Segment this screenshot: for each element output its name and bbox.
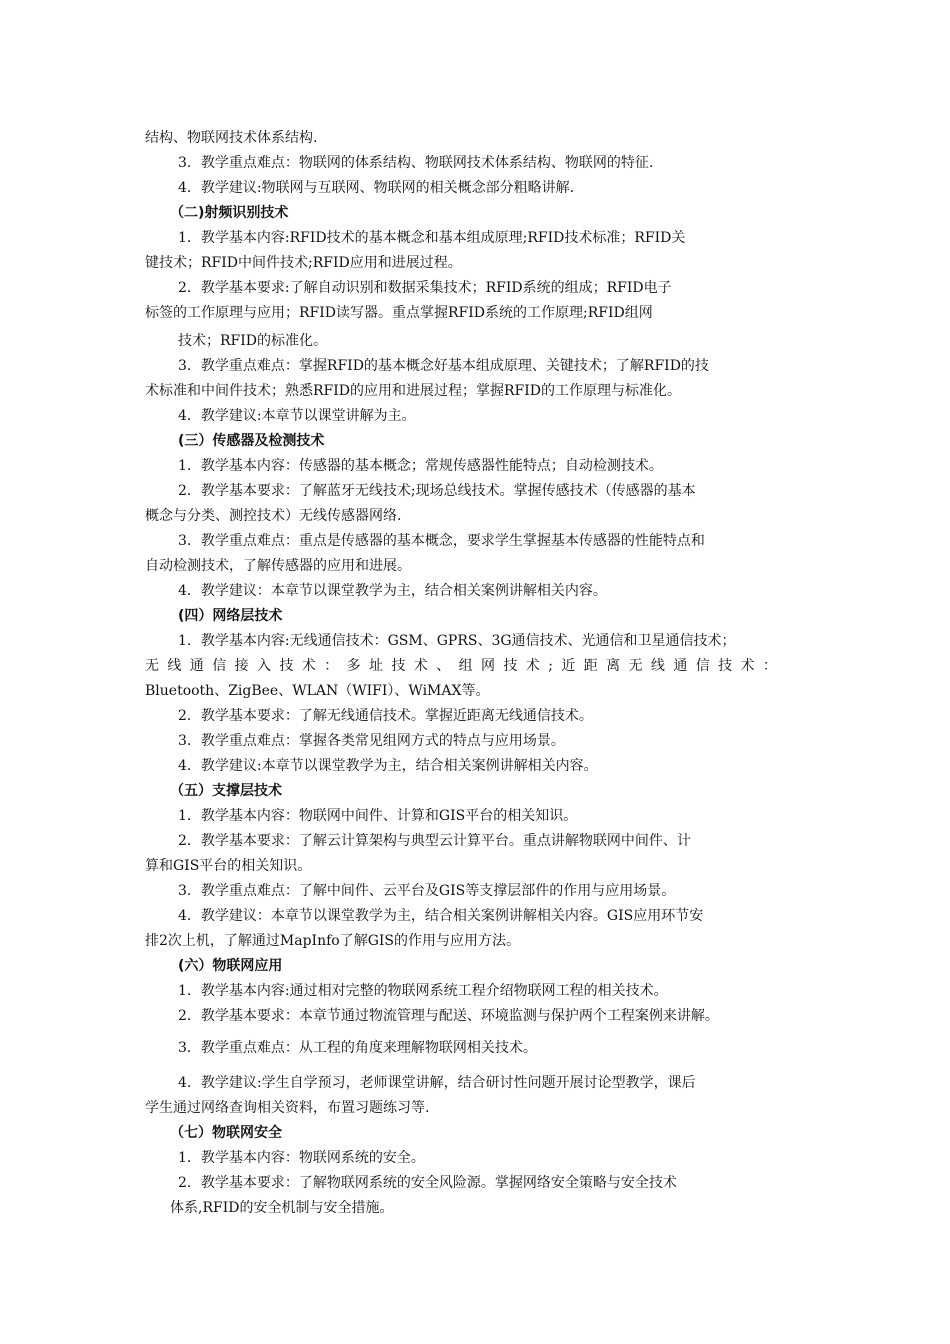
paragraph-line: 3．教学重点难点：掌握RFID的基本概念好基本组成原理、关键技术；了解RFID的技 (178, 358, 709, 374)
paragraph-line: 4．教学建议:本章节以课堂讲解为主。 (178, 408, 416, 424)
paragraph-line: 1．教学基本内容:无线通信技术：GSM、GPRS、3G通信技术、光通信和卫星通信技术； (178, 633, 736, 649)
paragraph-line: 1．教学基本内容：物联网中间件、计算和GIS平台的相关知识。 (178, 808, 578, 824)
paragraph-line: 1．教学基本内容:通过相对完整的物联网系统工程介绍物联网工程的相关技术。 (178, 983, 668, 999)
section-heading-support: （五）支撑层技术 (170, 783, 282, 799)
paragraph-line: 结构、物联网技术体系结构. (145, 130, 318, 146)
paragraph-line: 2．教学基本要求:了解自动识别和数据采集技术；RFID系统的组成；RFID电子 (178, 280, 672, 296)
paragraph-line: 2．教学基本要求：了解物联网系统的安全风险源。掌握网络安全策略与安全技术 (178, 1175, 677, 1191)
paragraph-line: 技术；RFID的标准化。 (178, 333, 328, 349)
paragraph-line: 算和GIS平台的相关知识。 (145, 858, 312, 874)
paragraph-line: 4．教学建议:学生自学预习，老师课堂讲解，结合研讨性问题开展讨论型教学，课后 (178, 1075, 696, 1091)
paragraph-line: 4．教学建议：本章节以课堂教学为主，结合相关案例讲解相关内容。GIS应用环节安 (178, 908, 704, 924)
paragraph-line: 术标准和中间件技术；熟悉RFID的应用和进展过程；掌握RFID的工作原理与标准化。 (145, 383, 682, 399)
paragraph-line: 3．教学重点难点：了解中间件、云平台及GIS等支撑层部件的作用与应用场景。 (178, 883, 676, 899)
paragraph-line: 标签的工作原理与应用；RFID读写器。重点掌握RFID系统的工作原理;RFID组网 (145, 305, 653, 321)
section-heading-sensors: (三）传感器及检测技术 (178, 433, 325, 449)
paragraph-line: 3．教学重点难点：从工程的角度来理解物联网相关技术。 (178, 1040, 537, 1056)
paragraph-line: 4．教学建议：本章节以课堂教学为主，结合相关案例讲解相关内容。 (178, 583, 607, 599)
section-heading-rfid: （二)射频识别技术 (170, 205, 289, 221)
paragraph-line: 无线通信接入技术：多址技术、组网技术;近距离无线通信技术： (145, 658, 786, 674)
paragraph-line: 键技术；RFID中间件技术;RFID应用和进展过程。 (145, 255, 462, 271)
paragraph-line: 4．教学建议:本章节以课堂教学为主，结合相关案例讲解相关内容。 (178, 758, 598, 774)
paragraph-line: 体系,RFID的安全机制与安全措施。 (170, 1200, 394, 1216)
paragraph-line: 2．教学基本要求：了解无线通信技术。掌握近距离无线通信技术。 (178, 708, 593, 724)
paragraph-line: 概念与分类、测控技术）无线传感器网络. (145, 508, 402, 524)
paragraph-line: 2．教学基本要求：了解云计算架构与典型云计算平台。重点讲解物联网中间件、计 (178, 833, 691, 849)
section-heading-security: （七）物联网安全 (170, 1125, 282, 1141)
paragraph-line: 1．教学基本内容:RFID技术的基本概念和基本组成原理;RFID技术标准；RFID关 (178, 230, 686, 246)
paragraph-line: 3．教学重点难点：重点是传感器的基本概念，要求学生掌握基本传感器的性能特点和 (178, 533, 705, 549)
paragraph-line: 排2次上机，了解通过MapInfo了解GIS的作用与应用方法。 (145, 933, 521, 949)
section-heading-applications: (六）物联网应用 (178, 958, 283, 974)
paragraph-line: 1．教学基本内容：传感器的基本概念；常规传感器性能特点；自动检测技术。 (178, 458, 663, 474)
paragraph-line: 3．教学重点难点：物联网的体系结构、物联网技术体系结构、物联网的特征. (178, 155, 654, 171)
paragraph-line: 2．教学基本要求：了解蓝牙无线技术;现场总线技术。掌握传感技术（传感器的基本 (178, 483, 696, 499)
paragraph-line: 1．教学基本内容：物联网系统的安全。 (178, 1150, 425, 1166)
paragraph-line: 2．教学基本要求：本章节通过物流管理与配送、环境监测与保护两个工程案例来讲解。 (178, 1008, 719, 1024)
paragraph-line: 3．教学重点难点：掌握各类常见组网方式的特点与应用场景。 (178, 733, 565, 749)
paragraph-line: 自动检测技术，了解传感器的应用和进展。 (145, 558, 411, 574)
paragraph-line: 4．教学建议:物联网与互联网、物联网的相关概念部分粗略讲解. (178, 180, 575, 196)
section-heading-network: (四）网络层技术 (178, 608, 283, 624)
paragraph-line: 学生通过网络查询相关资料，布置习题练习等. (145, 1100, 430, 1116)
paragraph-line: Bluetooth、ZigBee、WLAN（WIFI）、WiMAX等。 (145, 683, 490, 699)
